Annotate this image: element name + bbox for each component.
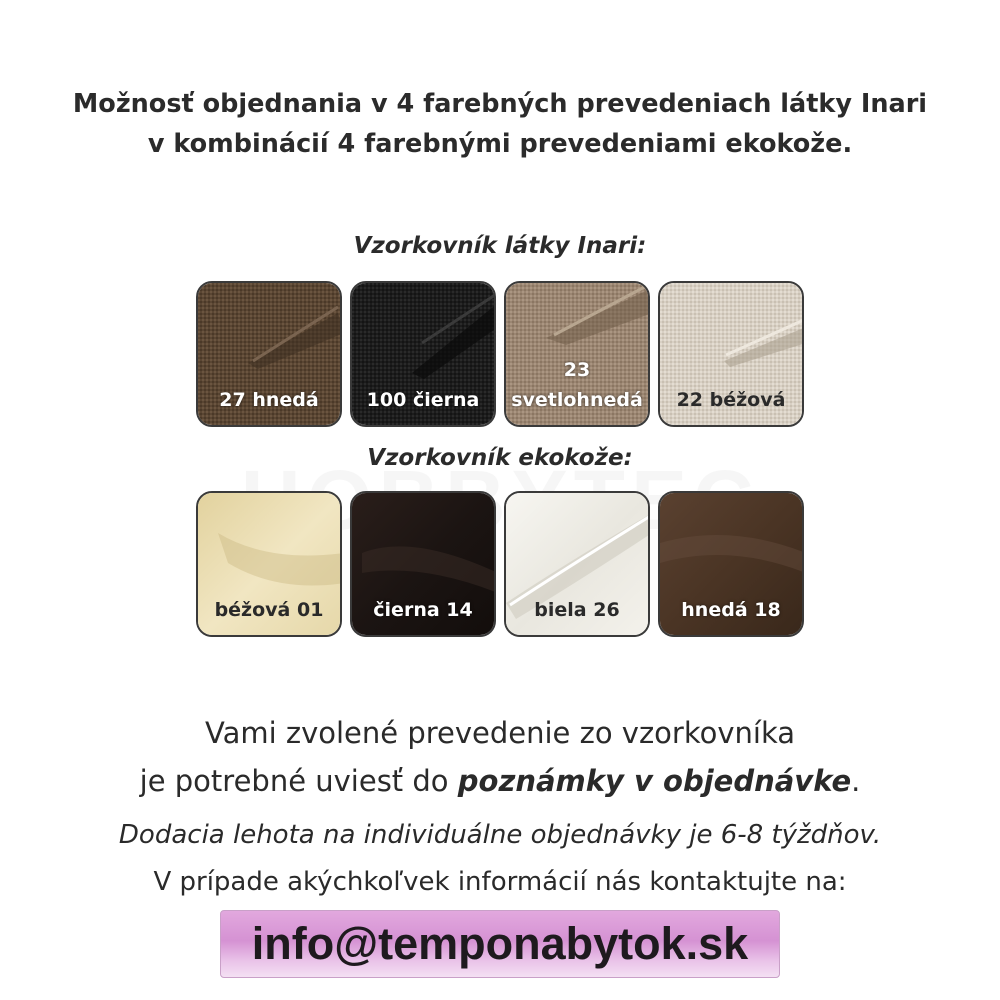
- fabric-swatch-row: [196, 281, 806, 427]
- leather-swatch-label: hnedá 18: [681, 599, 781, 621]
- fabric-swatch-label: 22 béžová: [676, 389, 786, 411]
- fabric-swatch-label: [506, 355, 648, 415]
- leather-swatch-label: čierna 14: [373, 599, 473, 621]
- fabric-swatch-beige: [658, 281, 804, 427]
- order-note-prefix: je potrebné uviesť do: [139, 764, 458, 798]
- order-note-suffix: .: [851, 764, 861, 798]
- intro-line-2: v kombinácií 4 farebnými prevedeniami ekokože.: [147, 129, 853, 159]
- fabric-swatch-label: 27 hnedá: [219, 389, 319, 411]
- fabric-swatch-black: [350, 281, 496, 427]
- leather-swatch-beige: [196, 491, 342, 637]
- leather-swatch-label: béžová 01: [214, 599, 324, 621]
- leather-swatch-brown: [658, 491, 804, 637]
- leather-swatch-row: [196, 491, 806, 637]
- fabric-swatch-light-brown: [504, 281, 650, 427]
- contact-prompt: V prípade akýchkoľvek informácií nás kontaktujte na:: [153, 867, 847, 897]
- intro-line-1: Možnosť objednania v 4 farebných prevedeniach látky Inari: [72, 89, 928, 119]
- order-note-emphasis: poznámky v objednávke: [457, 764, 852, 798]
- delivery-time-text: Dodacia lehota na individuálne objednávky je 6-8 týždňov.: [118, 820, 882, 850]
- fabric-swatch-number: 23: [563, 359, 591, 381]
- contact-email-link[interactable]: info@temponabytok.sk: [220, 910, 780, 978]
- fabric-swatch-brown: [196, 281, 342, 427]
- leather-swatch-white: [504, 491, 650, 637]
- fabric-section-title: Vzorkovník látky Inari:: [353, 233, 647, 259]
- fabric-swatch-label: 100 čierna: [366, 389, 480, 411]
- leather-section-title: Vzorkovník ekokože:: [367, 445, 633, 471]
- leather-swatch-black: [350, 491, 496, 637]
- order-note-line-2: [0, 764, 1000, 798]
- fabric-swatch-name: svetlohnedá: [511, 389, 643, 411]
- leather-swatch-label: biela 26: [534, 599, 620, 621]
- order-note-line-1: Vami zvolené prevedenie zo vzorkovníka: [204, 716, 796, 750]
